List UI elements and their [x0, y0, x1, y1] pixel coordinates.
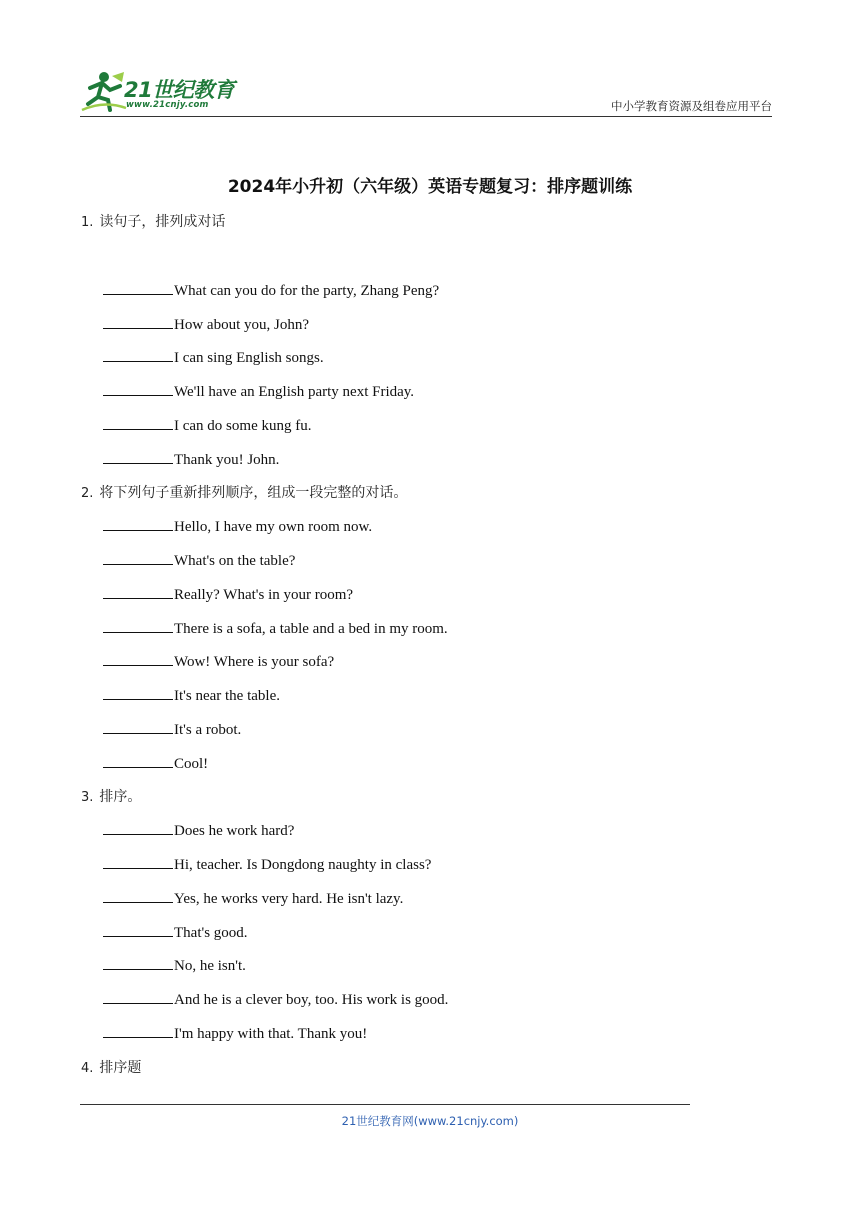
sentence-text: We'll have an English party next Friday. [174, 384, 415, 400]
question-number: 2. [81, 486, 94, 501]
answer-blank[interactable] [103, 584, 173, 599]
sentence-text: I can do some kung fu. [174, 418, 312, 434]
sentence-text: Cool! [174, 756, 209, 772]
answer-line [103, 854, 431, 874]
document-title: 2024年小升初（六年级）英语专题复习：排序题训练 [227, 177, 633, 197]
answer-line [103, 719, 241, 739]
answer-blank[interactable] [103, 415, 173, 430]
sentence-text: There is a sofa, a table and a bed in my room. [174, 621, 448, 637]
sentence-text: Really? What's in your room? [174, 587, 354, 603]
answer-blank[interactable] [103, 1023, 173, 1038]
answer-line [103, 516, 372, 536]
answer-line [103, 347, 324, 367]
answer-blank[interactable] [103, 955, 173, 970]
answer-blank[interactable] [103, 381, 173, 396]
question-prompt: 排序题 [99, 1060, 142, 1076]
answer-line [103, 989, 448, 1009]
answer-blank[interactable] [103, 550, 173, 565]
answer-line [103, 820, 294, 840]
sentence-text: Thank you! John. [174, 452, 280, 468]
sentence-text: It's near the table. [174, 688, 280, 704]
answer-blank[interactable] [103, 989, 173, 1004]
answer-blank[interactable] [103, 651, 173, 666]
sentence-text: What can you do for the party, Zhang Peng? [174, 283, 440, 299]
answer-blank[interactable] [103, 347, 173, 362]
sentence-text: It's a robot. [174, 722, 242, 738]
answer-blank[interactable] [103, 854, 173, 869]
question-prompt: 读句子，排列成对话 [99, 214, 226, 230]
answer-blank[interactable] [103, 280, 173, 295]
sentence-text: Wow! Where is your sofa? [174, 654, 335, 670]
answer-line [103, 618, 448, 638]
sentence-text: I can sing English songs. [174, 350, 324, 366]
question-2-heading [81, 482, 407, 502]
question-number: 3. [81, 790, 94, 805]
sentence-text: Hello, I have my own room now. [174, 519, 373, 535]
answer-line [103, 922, 248, 942]
answer-line [103, 651, 334, 671]
answer-blank[interactable] [103, 516, 173, 531]
sentence-text: How about you, John? [174, 317, 309, 333]
answer-blank[interactable] [103, 820, 173, 835]
answer-blank[interactable] [103, 685, 173, 700]
answer-line [103, 449, 279, 469]
site-logo [80, 66, 250, 114]
sentence-text: Yes, he works very hard. He isn't lazy. [174, 891, 404, 907]
sentence-text: I'm happy with that. Thank you! [174, 1026, 368, 1042]
answer-line [103, 584, 353, 604]
logo-text: 21世纪教育 [124, 78, 235, 102]
answer-blank[interactable] [103, 888, 173, 903]
question-prompt: 将下列句子重新排列顺序，组成一段完整的对话。 [99, 485, 408, 501]
sentence-text: That's good. [174, 925, 248, 941]
answer-line [103, 381, 414, 401]
answer-line [103, 314, 309, 334]
answer-line [103, 685, 280, 705]
page-header [80, 66, 772, 116]
answer-blank[interactable] [103, 753, 173, 768]
question-prompt: 排序。 [99, 789, 142, 805]
runner-logo-icon [80, 70, 128, 114]
answer-blank[interactable] [103, 922, 173, 937]
answer-line [103, 888, 403, 908]
answer-line [103, 415, 311, 435]
footer-divider [80, 1104, 690, 1105]
answer-line [103, 1023, 367, 1043]
sentence-text: What's on the table? [174, 553, 296, 569]
sentence-text: Does he work hard? [174, 823, 295, 839]
answer-blank[interactable] [103, 618, 173, 633]
question-4-heading [81, 1057, 141, 1077]
answer-line [103, 280, 439, 300]
footer-link[interactable]: 21世纪教育网(www.21cnjy.com) [341, 1114, 519, 1128]
sentence-text: Hi, teacher. Is Dongdong naughty in class? [174, 857, 432, 873]
answer-blank[interactable] [103, 449, 173, 464]
header-divider [80, 116, 772, 117]
answer-line [103, 753, 208, 773]
answer-line [103, 955, 246, 975]
question-3-heading [81, 786, 141, 806]
logo-url: www.21cnjy.com [126, 100, 209, 110]
sentence-text: And he is a clever boy, too. His work is good. [174, 992, 449, 1008]
answer-blank[interactable] [103, 719, 173, 734]
question-number: 4. [81, 1061, 94, 1076]
question-number: 1. [81, 215, 94, 230]
answer-blank[interactable] [103, 314, 173, 329]
sentence-text: No, he isn't. [174, 958, 246, 974]
platform-name: 中小学教育资源及组卷应用平台 [611, 99, 772, 113]
answer-line [103, 550, 295, 570]
question-1-heading [81, 211, 225, 231]
